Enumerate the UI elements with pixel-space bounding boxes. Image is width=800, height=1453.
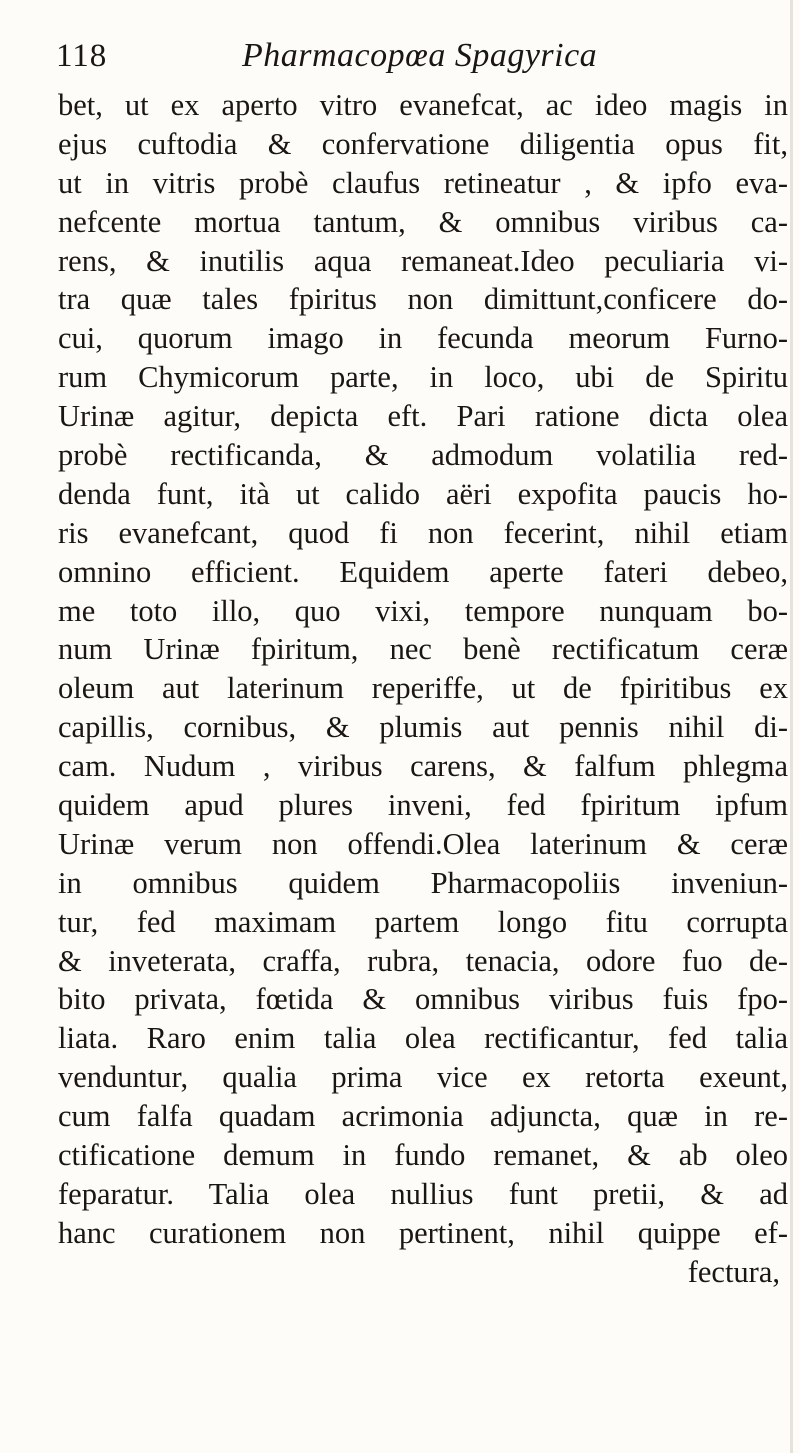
text-line: ris evanefcant, quod fi non fecerint, nihil etiam (58, 515, 788, 550)
text-line: ctificatione demum in fundo remanet, & ab oleo (58, 1138, 788, 1173)
text-line: tra quæ tales fpiritus non dimittunt,conficere do- (58, 282, 788, 317)
text-line: hanc curationem non pertinent, nihil quippe ef- (58, 1215, 788, 1250)
text-line: in omnibus quidem Pharmacopoliis inveniun- (58, 865, 788, 900)
text-line: Urinæ agitur, depicta eft. Pari ratione dicta olea (58, 399, 788, 434)
text-line: num Urinæ fpiritum, nec benè rectificatum ceræ (58, 632, 788, 667)
text-line: probè rectificanda, & admodum volatilia red- (58, 438, 788, 473)
text-line: feparatur. Talia olea nullius funt pretii, & ad (58, 1176, 788, 1211)
text-line: liata. Raro enim talia olea rectificantur, fed talia (58, 1021, 788, 1056)
text-line: venduntur, qualia prima vice ex retorta exeunt, (58, 1060, 788, 1095)
text-line: cam. Nudum , viribus carens, & falfum phlegma (58, 749, 788, 784)
text-line: Urinæ verum non offendi.Olea laterinum & ceræ (58, 826, 788, 861)
text-line: denda funt, ità ut calido aëri expofita paucis ho- (58, 476, 788, 511)
text-line: bet, ut ex aperto vitro evanefcat, ac ideo magis in (58, 88, 788, 122)
text-line: cui, quorum imago in fecunda meorum Furno- (58, 321, 788, 356)
text-line: oleum aut laterinum reperiffe, ut de fpiritibus ex (58, 671, 788, 706)
text-line: capillis, cornibus, & plumis aut pennis nihil di- (58, 710, 788, 745)
page-header (56, 28, 756, 78)
text-line: bito privata, fœtida & omnibus viribus fuis fpo- (58, 982, 788, 1017)
page-number: 118 (56, 38, 108, 74)
text-line: tur, fed maximam partem longo fitu corrupta (58, 904, 788, 939)
text-line: rum Chymicorum parte, in loco, ubi de Spiritu (58, 360, 788, 395)
text-line: nefcente mortua tantum, & omnibus viribus ca- (58, 204, 788, 239)
text-line: me toto illo, quo vixi, tempore nunquam bo- (58, 593, 788, 628)
text-line: rens, & inutilis aqua remaneat.Ideo peculiaria vi- (58, 243, 788, 278)
text-line: cum falfa quadam acrimonia adjuncta, quæ in re- (58, 1099, 788, 1134)
text-line: ut in vitris probè claufus retineatur , & ipfo eva- (58, 165, 788, 200)
text-line: omnino efficient. Equidem aperte fateri debeo, (58, 554, 788, 589)
body-text (58, 86, 788, 1292)
page-edge-shadow (790, 0, 793, 1453)
text-line: & inveterata, craffa, rubra, tenacia, odore fuo de- (58, 943, 788, 978)
catchword: fectura, (687, 1254, 780, 1289)
running-title: Pharmacopœa Spagyrica (242, 37, 598, 74)
text-line: quidem apud plures inveni, fed fpiritum ipfum (58, 788, 788, 823)
text-line: ejus cuftodia & confervatione diligentia opus fit, (58, 126, 788, 161)
